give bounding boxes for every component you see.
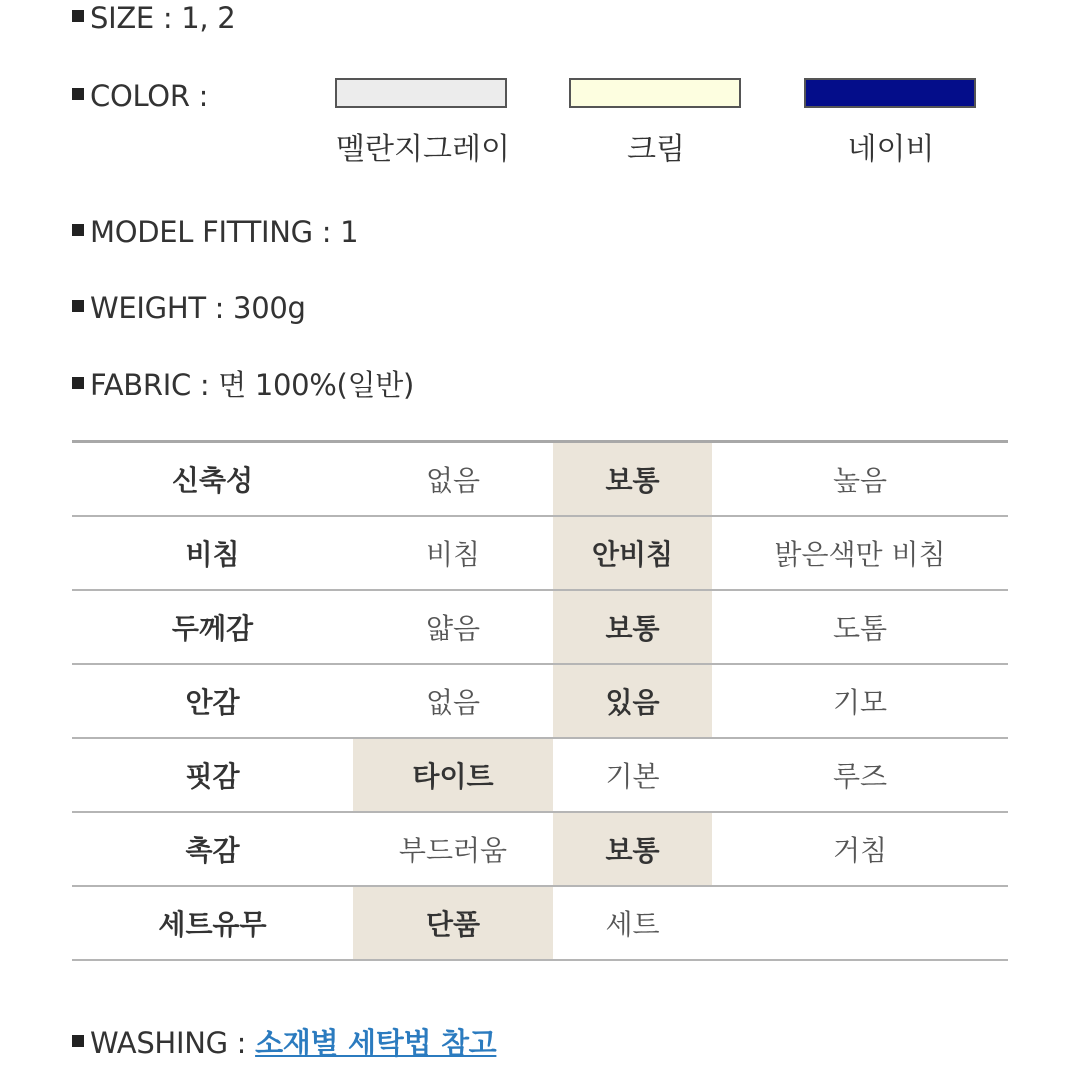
fabric-spec-table [72, 440, 1008, 961]
spec-option: 얇음 [353, 590, 553, 664]
bullet-icon [72, 88, 84, 100]
spec-option: 도톰 [712, 590, 1008, 664]
spec-row-label: 신축성 [72, 442, 353, 516]
color-swatch-navy [804, 78, 976, 108]
spec-row-label: 안감 [72, 664, 353, 738]
spec-option: 기본 [553, 738, 712, 812]
spec-fabric [72, 367, 414, 403]
spec-option: 루즈 [712, 738, 1008, 812]
spec-weight [72, 290, 306, 326]
spec-option: 세트 [553, 886, 712, 960]
spec-size [72, 0, 235, 36]
spec-row-label: 세트유무 [72, 886, 353, 960]
spec-row [72, 886, 1008, 960]
spec-option: 거침 [712, 812, 1008, 886]
spec-color [72, 78, 208, 114]
spec-option: 높음 [712, 442, 1008, 516]
color-swatch-gray [335, 78, 507, 108]
washing-guide-link[interactable]: 소재별 세탁법 참고 [255, 1026, 497, 1060]
spec-option [712, 886, 1008, 960]
spec-row-label: 두께감 [72, 590, 353, 664]
color-label: COLOR : [90, 79, 209, 113]
color-name-cream: 크림 [627, 132, 685, 167]
bullet-icon [72, 300, 84, 312]
fabric-text: FABRIC : 면 100%(일반) [90, 368, 415, 402]
spec-row [72, 738, 1008, 812]
spec-option-selected: 보통 [553, 590, 712, 664]
spec-option-selected: 안비침 [553, 516, 712, 590]
bullet-icon [72, 10, 84, 22]
bullet-icon [72, 224, 84, 236]
color-name-navy: 네이비 [847, 132, 935, 167]
washing-label: WASHING : [90, 1026, 256, 1060]
spec-row [72, 516, 1008, 590]
spec-row [72, 664, 1008, 738]
spec-option: 부드러움 [353, 812, 553, 886]
spec-option: 비침 [353, 516, 553, 590]
spec-option: 없음 [353, 664, 553, 738]
spec-row [72, 442, 1008, 516]
weight-text: WEIGHT : 300g [90, 291, 306, 325]
spec-row [72, 590, 1008, 664]
spec-row-label: 핏감 [72, 738, 353, 812]
model-fitting-text: MODEL FITTING : 1 [90, 215, 359, 249]
bullet-icon [72, 377, 84, 389]
spec-option: 기모 [712, 664, 1008, 738]
spec-option: 없음 [353, 442, 553, 516]
spec-option-selected: 보통 [553, 812, 712, 886]
spec-option-selected: 있음 [553, 664, 712, 738]
color-swatch-cream [569, 78, 741, 108]
spec-option-selected: 타이트 [353, 738, 553, 812]
spec-option: 밝은색만 비침 [712, 516, 1008, 590]
spec-model-fitting [72, 214, 358, 250]
color-name-gray: 멜란지그레이 [336, 132, 510, 167]
spec-washing [72, 1025, 496, 1061]
spec-option-selected: 단품 [353, 886, 553, 960]
spec-option-selected: 보통 [553, 442, 712, 516]
spec-row-label: 비침 [72, 516, 353, 590]
spec-row [72, 812, 1008, 886]
bullet-icon [72, 1035, 84, 1047]
size-text: SIZE : 1, 2 [90, 1, 236, 35]
spec-row-label: 촉감 [72, 812, 353, 886]
